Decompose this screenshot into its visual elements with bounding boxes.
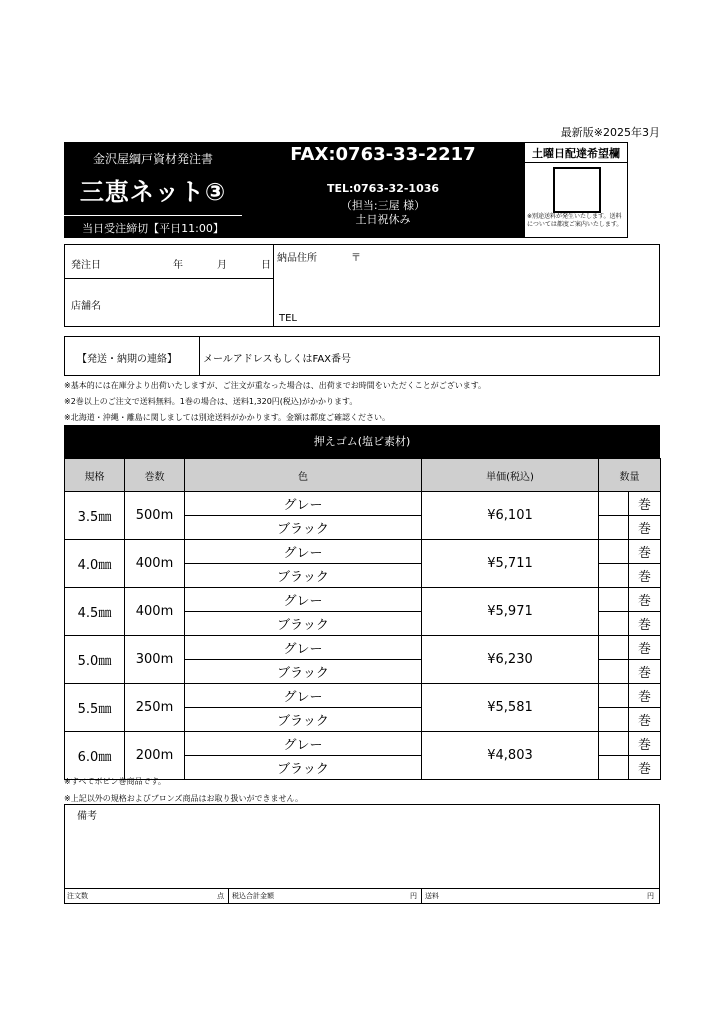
unit-cell: 巻 bbox=[629, 636, 661, 660]
length-cell: 500m bbox=[125, 492, 185, 540]
order-count-label: 注文数 bbox=[67, 892, 88, 900]
color-cell: グレー bbox=[185, 540, 422, 564]
form-subtitle: 金沢屋綱戸資材発注書 bbox=[92, 152, 213, 166]
color-cell: ブラック bbox=[185, 660, 422, 684]
price-cell: ¥5,711 bbox=[422, 540, 599, 588]
quantity-input[interactable] bbox=[599, 660, 629, 684]
divider bbox=[65, 888, 659, 889]
tel-number: TEL:0763-32-1036 bbox=[326, 182, 440, 195]
day-label: 日 bbox=[261, 260, 271, 271]
shipping-unit: 円 bbox=[647, 892, 654, 900]
table-row bbox=[65, 492, 661, 516]
color-cell: グレー bbox=[185, 636, 422, 660]
spec-cell: 3.5㎜ bbox=[65, 492, 125, 540]
saturday-delivery-box bbox=[524, 142, 628, 238]
table-row bbox=[65, 732, 661, 756]
color-cell: グレー bbox=[185, 492, 422, 516]
contact-field[interactable] bbox=[200, 337, 659, 375]
price-cell: ¥6,101 bbox=[422, 492, 599, 540]
quantity-input[interactable] bbox=[599, 516, 629, 540]
product-table bbox=[64, 458, 661, 780]
unit-cell: 巻 bbox=[629, 612, 661, 636]
spec-cell: 6.0㎜ bbox=[65, 732, 125, 780]
address-label: 納品住所 bbox=[277, 253, 317, 264]
color-cell: ブラック bbox=[185, 708, 422, 732]
total-label: 税込合計金額 bbox=[232, 892, 274, 900]
table-title: 押えゴム(塩ビ素材) bbox=[64, 425, 660, 458]
quantity-input[interactable] bbox=[599, 732, 629, 756]
contact-person: （担当:三屋 様） bbox=[340, 199, 426, 212]
note-line: ※2巻以上のご注文で送料無料。1巻の場合は、送料1,320円(税込)がかかります。 bbox=[64, 397, 358, 406]
saturday-delivery-title: 土曜日配達希望欄 bbox=[525, 146, 627, 163]
quantity-input[interactable] bbox=[599, 636, 629, 660]
cutoff-text: 当日受注締切【平日11:00】 bbox=[82, 222, 224, 235]
header-price: 単価(税込) bbox=[422, 459, 599, 492]
color-cell: グレー bbox=[185, 732, 422, 756]
color-cell: グレー bbox=[185, 684, 422, 708]
total-unit: 円 bbox=[410, 892, 417, 900]
fax-number: FAX:0763-33-2217 bbox=[290, 144, 476, 165]
price-cell: ¥6,230 bbox=[422, 636, 599, 684]
remarks-field[interactable] bbox=[65, 805, 659, 888]
divider bbox=[228, 889, 229, 904]
unit-cell: 巻 bbox=[629, 708, 661, 732]
price-cell: ¥5,971 bbox=[422, 588, 599, 636]
order-date-label: 発注日 bbox=[71, 260, 101, 271]
quantity-input[interactable] bbox=[599, 588, 629, 612]
closed-days: 土日祝休み bbox=[355, 213, 411, 226]
order-count-unit: 点 bbox=[217, 892, 224, 900]
table-row bbox=[65, 684, 661, 708]
quantity-input[interactable] bbox=[599, 564, 629, 588]
remarks-box bbox=[64, 804, 660, 904]
title-block bbox=[64, 142, 242, 238]
note-line: ※北海道・沖縄・離島に関しましては別途送料がかかります。金額は都度ご確認ください。 bbox=[64, 413, 391, 422]
color-cell: ブラック bbox=[185, 564, 422, 588]
unit-cell: 巻 bbox=[629, 564, 661, 588]
unit-cell: 巻 bbox=[629, 588, 661, 612]
fax-block bbox=[242, 142, 524, 238]
store-name-label: 店舗名 bbox=[71, 301, 101, 312]
unit-cell: 巻 bbox=[629, 684, 661, 708]
header-color: 色 bbox=[185, 459, 422, 492]
unit-cell: 巻 bbox=[629, 732, 661, 756]
unit-cell: 巻 bbox=[629, 516, 661, 540]
unit-cell: 巻 bbox=[629, 540, 661, 564]
title-divider bbox=[64, 215, 242, 216]
unit-cell: 巻 bbox=[629, 492, 661, 516]
quantity-input[interactable] bbox=[599, 540, 629, 564]
length-cell: 400m bbox=[125, 540, 185, 588]
contact-value: メールアドレスもしくはFAX番号 bbox=[203, 354, 352, 365]
year-label: 年 bbox=[173, 260, 183, 271]
unit-cell: 巻 bbox=[629, 756, 661, 780]
note-line: ※基本的には在庫分より出荷いたしますが、ご注文が重なった場合は、出荷までお時間をいただくことがございます。 bbox=[64, 381, 487, 390]
table-row bbox=[65, 540, 661, 564]
color-cell: ブラック bbox=[185, 756, 422, 780]
contact-row bbox=[64, 336, 660, 376]
table-row bbox=[65, 636, 661, 660]
table-row bbox=[65, 588, 661, 612]
shipping-label: 送料 bbox=[425, 892, 439, 900]
price-cell: ¥5,581 bbox=[422, 684, 599, 732]
edition-label: 最新版※2025年3月 bbox=[560, 126, 660, 139]
header-quantity: 数量 bbox=[599, 459, 661, 492]
saturday-delivery-checkbox[interactable] bbox=[553, 167, 601, 213]
contact-label: 【発送・納期の連絡】 bbox=[77, 354, 177, 365]
length-cell: 400m bbox=[125, 588, 185, 636]
unit-cell: 巻 bbox=[629, 660, 661, 684]
quantity-input[interactable] bbox=[599, 612, 629, 636]
quantity-input[interactable] bbox=[599, 708, 629, 732]
form-title: 三恵ネット③ bbox=[79, 178, 227, 206]
header-spec: 規格 bbox=[65, 459, 125, 492]
length-cell: 300m bbox=[125, 636, 185, 684]
saturday-delivery-note: ※別途送料が発生いたします。送料については都度ご案内いたします。 bbox=[527, 213, 623, 228]
color-cell: ブラック bbox=[185, 516, 422, 540]
price-cell: ¥4,803 bbox=[422, 732, 599, 780]
length-cell: 250m bbox=[125, 684, 185, 732]
remarks-label: 備考 bbox=[77, 811, 97, 822]
color-cell: ブラック bbox=[185, 612, 422, 636]
order-info-box bbox=[64, 244, 660, 327]
store-name-field[interactable] bbox=[65, 279, 273, 326]
delivery-address-field[interactable] bbox=[274, 245, 659, 326]
spec-cell: 5.5㎜ bbox=[65, 684, 125, 732]
note-line: ※すべてボビン巻商品です。 bbox=[64, 777, 166, 786]
month-label: 月 bbox=[217, 260, 227, 271]
order-date-field[interactable] bbox=[65, 245, 273, 278]
quantity-input[interactable] bbox=[599, 756, 629, 780]
note-line: ※上記以外の規格およびブロンズ商品はお取り扱いができません。 bbox=[64, 794, 303, 803]
spec-cell: 4.5㎜ bbox=[65, 588, 125, 636]
spec-cell: 4.0㎜ bbox=[65, 540, 125, 588]
color-cell: グレー bbox=[185, 588, 422, 612]
header-length: 巻数 bbox=[125, 459, 185, 492]
spec-cell: 5.0㎜ bbox=[65, 636, 125, 684]
quantity-input[interactable] bbox=[599, 684, 629, 708]
divider bbox=[421, 889, 422, 904]
postal-mark: 〒 bbox=[351, 253, 361, 264]
tel-label: TEL bbox=[279, 313, 297, 324]
quantity-input[interactable] bbox=[599, 492, 629, 516]
length-cell: 200m bbox=[125, 732, 185, 780]
